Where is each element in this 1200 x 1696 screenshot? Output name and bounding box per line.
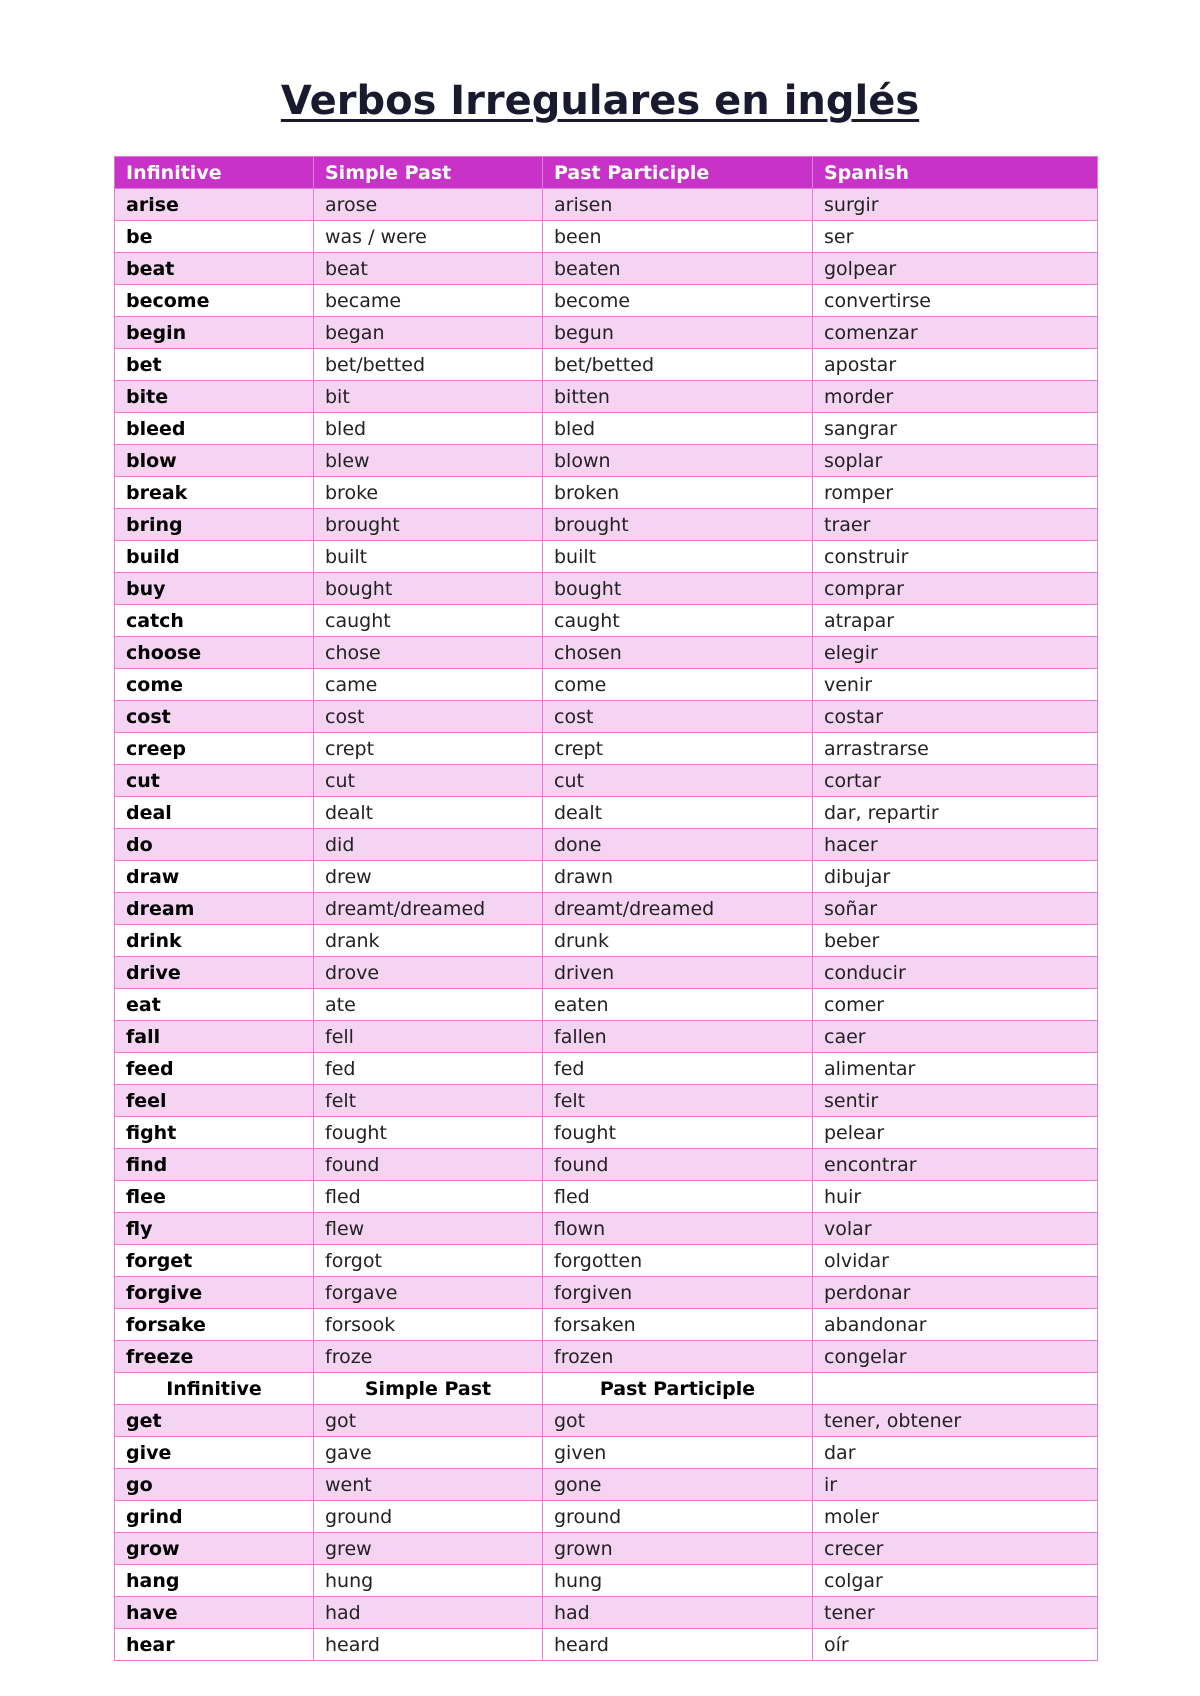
cell-simple-past: bled (314, 413, 543, 445)
cell-simple-past: heard (314, 1629, 543, 1661)
cell-spanish: convertirse (813, 285, 1098, 317)
cell-infinitive: grow (115, 1533, 314, 1565)
cell-past-participle: crept (543, 733, 813, 765)
cell-past-participle: broken (543, 477, 813, 509)
cell-simple-past: forgot (314, 1245, 543, 1277)
cell-past-participle: fought (543, 1117, 813, 1149)
table-row (115, 381, 1098, 413)
page-title (0, 75, 1200, 127)
cell-infinitive: arise (115, 189, 314, 221)
cell-simple-past: drank (314, 925, 543, 957)
cell-past-participle: arisen (543, 189, 813, 221)
table-row (115, 701, 1098, 733)
cell-infinitive: bet (115, 349, 314, 381)
column-header-simple-past: Simple Past (314, 157, 543, 189)
cell-spanish: sangrar (813, 413, 1098, 445)
cell-spanish: sentir (813, 1085, 1098, 1117)
cell-spanish: hacer (813, 829, 1098, 861)
cell-spanish: surgir (813, 189, 1098, 221)
cell-spanish: huir (813, 1181, 1098, 1213)
cell-spanish: comenzar (813, 317, 1098, 349)
table-row (115, 285, 1098, 317)
cell-simple-past: felt (314, 1085, 543, 1117)
cell-spanish: perdonar (813, 1277, 1098, 1309)
cell-simple-past: fled (314, 1181, 543, 1213)
cell-spanish: dibujar (813, 861, 1098, 893)
table-row (115, 637, 1098, 669)
cell-past-participle: cost (543, 701, 813, 733)
column-header-infinitive: Infinitive (115, 157, 314, 189)
cell-infinitive: forsake (115, 1309, 314, 1341)
cell-simple-past: blew (314, 445, 543, 477)
cell-simple-past: fought (314, 1117, 543, 1149)
cell-simple-past: drove (314, 957, 543, 989)
cell-spanish: cortar (813, 765, 1098, 797)
cell-past-participle: beaten (543, 253, 813, 285)
cell-infinitive: come (115, 669, 314, 701)
table-row (115, 1501, 1098, 1533)
cell-infinitive: feel (115, 1085, 314, 1117)
table-row (115, 253, 1098, 285)
table-row (115, 1341, 1098, 1373)
cell-infinitive: do (115, 829, 314, 861)
cell-simple-past: caught (314, 605, 543, 637)
cell-spanish: golpear (813, 253, 1098, 285)
table-row (115, 1181, 1098, 1213)
repeated-column-header-infinitive: Infinitive (115, 1373, 314, 1405)
cell-past-participle: gone (543, 1469, 813, 1501)
cell-past-participle: become (543, 285, 813, 317)
cell-simple-past: forsook (314, 1309, 543, 1341)
table-body (115, 189, 1098, 1661)
cell-simple-past: was / were (314, 221, 543, 253)
cell-simple-past: had (314, 1597, 543, 1629)
table-row (115, 573, 1098, 605)
cell-infinitive: give (115, 1437, 314, 1469)
table-row (115, 541, 1098, 573)
cell-simple-past: grew (314, 1533, 543, 1565)
table-row (115, 509, 1098, 541)
cell-spanish: tener (813, 1597, 1098, 1629)
cell-spanish: congelar (813, 1341, 1098, 1373)
cell-infinitive: hear (115, 1629, 314, 1661)
table-row (115, 861, 1098, 893)
cell-past-participle: fled (543, 1181, 813, 1213)
cell-past-participle: had (543, 1597, 813, 1629)
cell-spanish: traer (813, 509, 1098, 541)
cell-past-participle: built (543, 541, 813, 573)
table-row (115, 1309, 1098, 1341)
cell-past-participle: eaten (543, 989, 813, 1021)
table-row (115, 669, 1098, 701)
cell-simple-past: did (314, 829, 543, 861)
cell-simple-past: cut (314, 765, 543, 797)
cell-spanish: soñar (813, 893, 1098, 925)
cell-spanish: crecer (813, 1533, 1098, 1565)
table-row (115, 1565, 1098, 1597)
cell-past-participle: bought (543, 573, 813, 605)
column-header-spanish: Spanish (813, 157, 1098, 189)
cell-spanish: elegir (813, 637, 1098, 669)
cell-infinitive: forgive (115, 1277, 314, 1309)
cell-spanish: tener, obtener (813, 1405, 1098, 1437)
cell-past-participle: been (543, 221, 813, 253)
cell-infinitive: buy (115, 573, 314, 605)
column-header-past-participle: Past Participle (543, 157, 813, 189)
cell-infinitive: deal (115, 797, 314, 829)
cell-past-participle: dealt (543, 797, 813, 829)
table-row (115, 1149, 1098, 1181)
cell-spanish: oír (813, 1629, 1098, 1661)
table-row (115, 893, 1098, 925)
repeated-column-header-simple-past: Simple Past (314, 1373, 543, 1405)
cell-past-participle: caught (543, 605, 813, 637)
cell-simple-past: began (314, 317, 543, 349)
cell-past-participle: grown (543, 1533, 813, 1565)
cell-infinitive: be (115, 221, 314, 253)
cell-simple-past: dealt (314, 797, 543, 829)
cell-simple-past: brought (314, 509, 543, 541)
cell-infinitive: break (115, 477, 314, 509)
cell-simple-past: found (314, 1149, 543, 1181)
cell-spanish: alimentar (813, 1053, 1098, 1085)
cell-infinitive: dream (115, 893, 314, 925)
cell-simple-past: became (314, 285, 543, 317)
table-row (115, 1277, 1098, 1309)
table-row (115, 445, 1098, 477)
cell-infinitive: find (115, 1149, 314, 1181)
cell-spanish: ir (813, 1469, 1098, 1501)
cell-infinitive: creep (115, 733, 314, 765)
table-row (115, 957, 1098, 989)
cell-past-participle: forgotten (543, 1245, 813, 1277)
repeated-header-row (115, 1373, 1098, 1405)
cell-past-participle: found (543, 1149, 813, 1181)
cell-past-participle: come (543, 669, 813, 701)
cell-past-participle: fallen (543, 1021, 813, 1053)
table-row (115, 605, 1098, 637)
cell-simple-past: flew (314, 1213, 543, 1245)
cell-spanish: caer (813, 1021, 1098, 1053)
cell-infinitive: become (115, 285, 314, 317)
cell-past-participle: begun (543, 317, 813, 349)
cell-infinitive: fall (115, 1021, 314, 1053)
cell-infinitive: build (115, 541, 314, 573)
cell-spanish: soplar (813, 445, 1098, 477)
table-row (115, 1629, 1098, 1661)
table-row (115, 1021, 1098, 1053)
table-row (115, 765, 1098, 797)
table-row (115, 1245, 1098, 1277)
table-row (115, 1213, 1098, 1245)
cell-spanish: pelear (813, 1117, 1098, 1149)
table-row (115, 221, 1098, 253)
table-row (115, 989, 1098, 1021)
cell-simple-past: arose (314, 189, 543, 221)
table-row (115, 1405, 1098, 1437)
table-row (115, 317, 1098, 349)
cell-past-participle: chosen (543, 637, 813, 669)
table-row (115, 1085, 1098, 1117)
table-row (115, 1117, 1098, 1149)
cell-past-participle: dreamt/dreamed (543, 893, 813, 925)
table-row (115, 925, 1098, 957)
cell-simple-past: crept (314, 733, 543, 765)
cell-infinitive: drive (115, 957, 314, 989)
cell-simple-past: got (314, 1405, 543, 1437)
cell-spanish: comer (813, 989, 1098, 1021)
cell-spanish: moler (813, 1501, 1098, 1533)
cell-infinitive: bring (115, 509, 314, 541)
table-row (115, 477, 1098, 509)
cell-past-participle: blown (543, 445, 813, 477)
cell-infinitive: choose (115, 637, 314, 669)
cell-spanish: ser (813, 221, 1098, 253)
cell-past-participle: forgiven (543, 1277, 813, 1309)
cell-past-participle: felt (543, 1085, 813, 1117)
cell-infinitive: feed (115, 1053, 314, 1085)
cell-past-participle: got (543, 1405, 813, 1437)
cell-infinitive: freeze (115, 1341, 314, 1373)
cell-simple-past: hung (314, 1565, 543, 1597)
cell-spanish: abandonar (813, 1309, 1098, 1341)
cell-infinitive: draw (115, 861, 314, 893)
cell-past-participle: forsaken (543, 1309, 813, 1341)
cell-spanish: costar (813, 701, 1098, 733)
cell-simple-past: forgave (314, 1277, 543, 1309)
cell-simple-past: dreamt/dreamed (314, 893, 543, 925)
cell-infinitive: cost (115, 701, 314, 733)
cell-simple-past: chose (314, 637, 543, 669)
cell-simple-past: bought (314, 573, 543, 605)
cell-infinitive: begin (115, 317, 314, 349)
cell-infinitive: eat (115, 989, 314, 1021)
table-header (115, 157, 1098, 189)
cell-simple-past: gave (314, 1437, 543, 1469)
cell-simple-past: bit (314, 381, 543, 413)
cell-simple-past: cost (314, 701, 543, 733)
cell-spanish: romper (813, 477, 1098, 509)
cell-infinitive: fly (115, 1213, 314, 1245)
cell-past-participle: bled (543, 413, 813, 445)
cell-past-participle: driven (543, 957, 813, 989)
cell-past-participle: fed (543, 1053, 813, 1085)
cell-spanish: dar, repartir (813, 797, 1098, 829)
cell-spanish: morder (813, 381, 1098, 413)
cell-infinitive: cut (115, 765, 314, 797)
cell-past-participle: bitten (543, 381, 813, 413)
cell-infinitive: bite (115, 381, 314, 413)
table-row (115, 413, 1098, 445)
cell-simple-past: froze (314, 1341, 543, 1373)
cell-spanish: comprar (813, 573, 1098, 605)
table-row (115, 1437, 1098, 1469)
table-row (115, 797, 1098, 829)
cell-simple-past: built (314, 541, 543, 573)
cell-past-participle: cut (543, 765, 813, 797)
cell-infinitive: bleed (115, 413, 314, 445)
cell-simple-past: ate (314, 989, 543, 1021)
cell-infinitive: catch (115, 605, 314, 637)
cell-spanish: volar (813, 1213, 1098, 1245)
cell-past-participle: drunk (543, 925, 813, 957)
cell-infinitive: drink (115, 925, 314, 957)
cell-spanish: beber (813, 925, 1098, 957)
table-row (115, 349, 1098, 381)
table-row (115, 1533, 1098, 1565)
cell-past-participle: given (543, 1437, 813, 1469)
repeated-column-header-past-participle: Past Participle (543, 1373, 813, 1405)
cell-infinitive: hang (115, 1565, 314, 1597)
cell-infinitive: go (115, 1469, 314, 1501)
table-row (115, 733, 1098, 765)
cell-simple-past: ground (314, 1501, 543, 1533)
cell-past-participle: drawn (543, 861, 813, 893)
cell-spanish: atrapar (813, 605, 1098, 637)
cell-infinitive: get (115, 1405, 314, 1437)
header-row (115, 157, 1098, 189)
table-row (115, 1053, 1098, 1085)
cell-simple-past: drew (314, 861, 543, 893)
cell-spanish: arrastrarse (813, 733, 1098, 765)
cell-infinitive: flee (115, 1181, 314, 1213)
cell-past-participle: hung (543, 1565, 813, 1597)
cell-spanish: olvidar (813, 1245, 1098, 1277)
table-row (115, 1597, 1098, 1629)
cell-spanish: dar (813, 1437, 1098, 1469)
cell-simple-past: beat (314, 253, 543, 285)
cell-spanish: colgar (813, 1565, 1098, 1597)
cell-past-participle: bet/betted (543, 349, 813, 381)
cell-simple-past: broke (314, 477, 543, 509)
cell-past-participle: ground (543, 1501, 813, 1533)
page-title-text: Verbos Irregulares en inglés (280, 77, 920, 124)
table-row (115, 189, 1098, 221)
cell-simple-past: came (314, 669, 543, 701)
table-row (115, 829, 1098, 861)
cell-infinitive: beat (115, 253, 314, 285)
cell-past-participle: heard (543, 1629, 813, 1661)
cell-simple-past: went (314, 1469, 543, 1501)
cell-simple-past: fell (314, 1021, 543, 1053)
cell-past-participle: brought (543, 509, 813, 541)
cell-infinitive: have (115, 1597, 314, 1629)
cell-infinitive: grind (115, 1501, 314, 1533)
repeated-column-header-spanish (813, 1373, 1098, 1405)
cell-spanish: conducir (813, 957, 1098, 989)
cell-spanish: encontrar (813, 1149, 1098, 1181)
cell-past-participle: frozen (543, 1341, 813, 1373)
cell-past-participle: flown (543, 1213, 813, 1245)
cell-spanish: venir (813, 669, 1098, 701)
cell-spanish: apostar (813, 349, 1098, 381)
table-row (115, 1469, 1098, 1501)
cell-infinitive: fight (115, 1117, 314, 1149)
verbs-table (114, 156, 1098, 1661)
cell-spanish: construir (813, 541, 1098, 573)
cell-infinitive: blow (115, 445, 314, 477)
cell-simple-past: bet/betted (314, 349, 543, 381)
cell-past-participle: done (543, 829, 813, 861)
cell-simple-past: fed (314, 1053, 543, 1085)
cell-infinitive: forget (115, 1245, 314, 1277)
